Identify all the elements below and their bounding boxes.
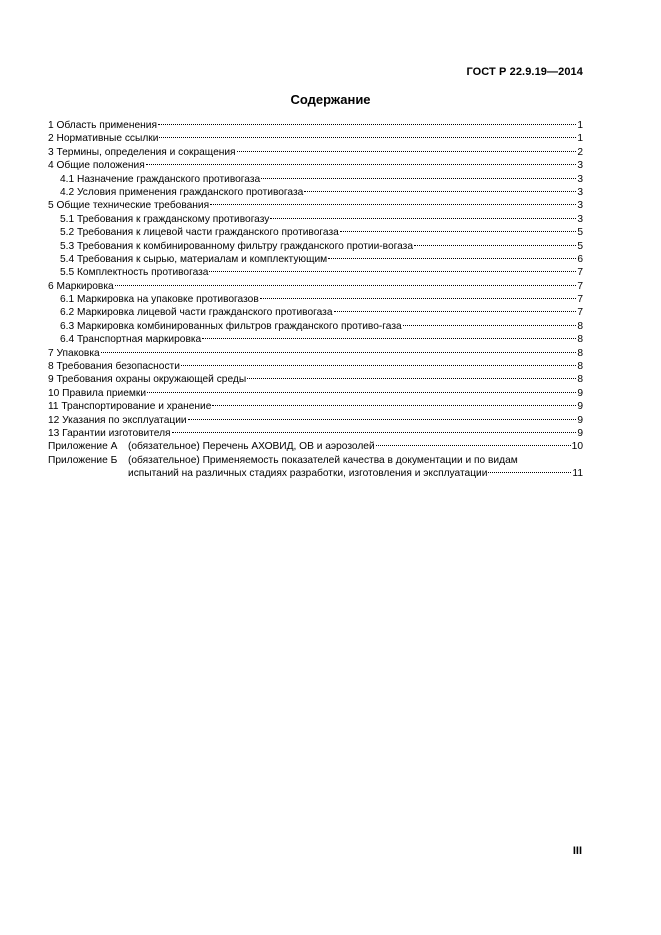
toc-entry-page: 9 [577,427,583,439]
dot-leader [209,271,576,272]
toc-entry[interactable] [48,240,583,253]
toc-entry[interactable] [48,146,583,159]
appendix-last-line [128,467,583,480]
toc-entry-title: 6.3 Маркировка комбинированных фильтров гражданского противо-газа [60,320,402,332]
toc-entry-title: 5.3 Требования к комбинированному фильтру гражданского протии-вогаза [60,240,413,252]
appendix-label: Приложение Б [48,454,118,466]
toc-entry-page: 8 [577,320,583,332]
toc-entry-title: 6 Маркировка [48,280,114,292]
toc-entry-title: 6.1 Маркировка на упаковке противогазов [60,294,259,306]
dot-leader [159,137,576,138]
toc-entry-title: 6.2 Маркировка лицевой части гражданского противогаза [60,307,333,319]
toc-entry[interactable] [48,132,583,145]
toc-entry-page: 7 [577,294,583,306]
toc-entry[interactable] [48,293,583,306]
toc-entry-page: 3 [577,160,583,172]
toc-entry-title: 5 Общие технические требования [48,200,210,212]
toc-entry-page: 8 [577,361,583,373]
toc-entry[interactable] [48,199,583,212]
toc-entry[interactable] [48,333,583,346]
toc-entry-page: 9 [577,401,583,413]
dot-leader [172,432,577,433]
appendix-title: испытаний на различных стадиях разработки, изготовления и эксплуатации [128,468,488,480]
dot-leader [261,178,576,179]
dot-leader [247,378,576,379]
toc-entry-title: 10 Правила приемки [48,387,147,399]
toc-entry-title: 2 Нормативные ссылки [48,133,159,145]
dot-leader [188,419,577,420]
appendix-page: 11 [572,468,583,480]
toc-entry[interactable] [48,253,583,266]
toc-entry-page: 1 [577,120,583,131]
appendix-entry[interactable] [48,454,583,481]
toc-entry-title: 5.2 Требования к лицевой части гражданского противогаза [60,227,339,239]
toc-entry-page: 9 [577,387,583,399]
dot-leader [146,164,577,165]
toc-entry-title: 4.1 Назначение гражданского противогаза [60,173,261,185]
toc-entry-title: 5.5 Комплектность противогаза [60,267,209,279]
dot-leader [158,124,576,125]
toc-entry-page: 2 [577,146,583,158]
toc-entry-page: 3 [577,200,583,212]
toc-entry-page: 1 [577,133,583,145]
dot-leader [181,365,576,366]
toc-entry[interactable] [48,280,583,293]
toc-entry-page: 7 [577,267,583,279]
dot-leader [488,472,571,473]
toc-entry[interactable] [48,387,583,400]
toc-entry-title: 12 Указания по эксплуатации [48,414,187,426]
dot-leader [115,285,577,286]
appendix-description [128,440,583,453]
dot-leader [414,245,576,246]
toc-entry-page: 7 [577,280,583,292]
toc-entry-page: 6 [577,253,583,265]
toc-entry[interactable] [48,414,583,427]
toc-entry-page: 7 [577,307,583,319]
toc-entry[interactable] [48,427,583,440]
toc-entry[interactable] [48,159,583,172]
toc-entry-title: 13 Гарантии изготовителя [48,427,171,439]
toc-entry[interactable] [48,306,583,319]
toc-entry-page: 3 [577,173,583,185]
toc-entry-page: 8 [577,374,583,386]
appendix-last-line [128,440,583,453]
toc-entry[interactable] [48,400,583,413]
toc-entry[interactable] [48,360,583,373]
dot-leader [334,311,577,312]
page-number: III [572,845,582,857]
dot-leader [101,352,577,353]
toc-entry[interactable] [48,347,583,360]
toc-entry[interactable] [48,266,583,279]
toc-entry-title: 6.4 Транспортная маркировка [60,334,202,346]
dot-leader [147,392,576,393]
toc-entry-page: 9 [577,414,583,426]
appendix-title: (обязательное) Перечень АХОВИД, ОВ и аэрозолей [128,441,375,453]
dot-leader [304,191,576,192]
dot-leader [270,218,576,219]
table-of-contents [48,119,583,481]
toc-entry[interactable] [48,320,583,333]
toc-entry-title: 5.4 Требования к сырью, материалам и комплектующим [60,253,328,265]
toc-entry-page: 8 [577,347,583,359]
toc-entry-title: 8 Требования безопасности [48,361,180,373]
document-code: ГОСТ Р 22.9.19—2014 [466,66,583,78]
dot-leader [340,231,577,232]
toc-entry[interactable] [48,373,583,386]
toc-entry-title: 3 Термины, определения и сокращения [48,146,236,158]
toc-entry-page: 3 [577,213,583,225]
toc-entry[interactable] [48,186,583,199]
toc-entry-title: 4.2 Условия применения гражданского противогаза [60,186,304,198]
toc-entry[interactable] [48,119,583,132]
toc-entry-title: 11 Транспортирование и хранение [48,401,212,413]
dot-leader [202,338,576,339]
dot-leader [403,325,577,326]
toc-entry-page: 5 [577,240,583,252]
toc-entry-page: 8 [577,334,583,346]
appendix-entry[interactable] [48,440,583,453]
appendix-label: Приложение А [48,441,118,453]
page-title: Содержание [290,92,371,107]
toc-entry-page: 5 [577,227,583,239]
dot-leader [210,204,576,205]
appendix-page: 10 [571,441,583,453]
appendix-text-line: (обязательное) Применяемость показателей качества в документации и по видам [128,454,518,466]
toc-entry-title: 4 Общие положения [48,160,145,172]
dot-leader [260,298,577,299]
toc-entry-page: 3 [577,186,583,198]
dot-leader [376,445,571,446]
toc-entry-title: 5.1 Требования к гражданскому противогазу [60,213,270,225]
toc-entry[interactable] [48,173,583,186]
toc-entry[interactable] [48,213,583,226]
toc-entry-title: 7 Упаковка [48,347,100,359]
dot-leader [212,405,576,406]
toc-entry-title: 9 Требования охраны окружающей среды [48,374,247,386]
dot-leader [237,151,577,152]
toc-entry-title: 1 Область применения [48,120,157,131]
appendix-description [128,454,583,481]
toc-entry[interactable] [48,226,583,239]
dot-leader [328,258,576,259]
